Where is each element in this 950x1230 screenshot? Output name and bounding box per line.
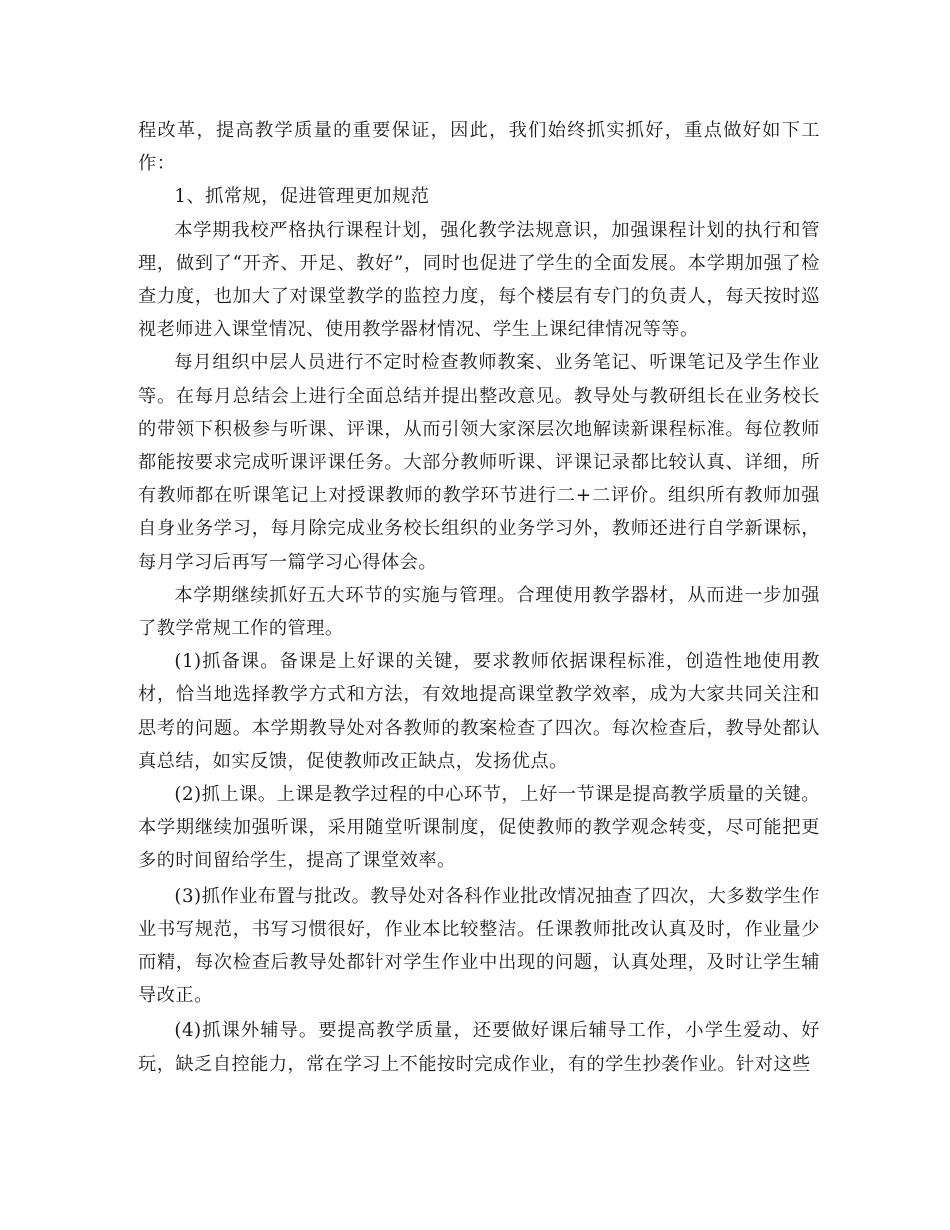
paragraph-homework-correction: (3)抓作业布置与批改。教导处对各科作业批改情况抽查了四次，大多数学生作业书写规范，书写习惯很好，作业本比较整洁。任课教师批改认真及时，作业量少而精，每次检查后教导处都针对学生作业中出现的问题，认真处理，及时让学生辅导改正。 xyxy=(138,885,820,1007)
paragraph-five-links: 本学期继续抓好五大环节的实施与管理。合理使用教学器材，从而进一步加强了教学常规工作的管理。 xyxy=(138,584,820,640)
paragraph-extracurricular-tutoring: (4)抓课外辅导。要提高教学质量，还要做好课后辅导工作，小学生爱动、好玩，缺乏自控能力，常在学习上不能按时完成作业，有的学生抄袭作业。针对这些 xyxy=(138,1020,820,1075)
paragraph-course-plan: 本学期我校严格执行课程计划，强化教学法规意识，加强课程计划的执行和管理，做到了“开齐、开足、教好”，同时也促进了学生的全面发展。本学期加强了检查力度，也加大了对课堂教学的监控力度，每个楼层有专门的负责人，每天按时巡视老师进入课堂情况、使用教学器材情况、学生上课纪律情况等等。 xyxy=(138,219,820,341)
paragraph-continued-intro: 程改革，提高教学质量的重要保证，因此，我们始终抓实抓好，重点做好如下工作： xyxy=(138,120,820,175)
section-heading-routine-management: 1、抓常规，促进管理更加规范 xyxy=(174,186,430,208)
paragraph-lesson-preparation: (1)抓备课。备课是上好课的关键，要求教师依据课程标准，创造性地使用教材，恰当地选择教学方式和方法，有效地提高课堂教学效率，成为大家共同关注和思考的问题。本学期教导处对各教师的教案检查了四次。每次检查后，教导处都认真总结，如实反馈，促使教师改正缺点，发扬优点。 xyxy=(138,651,820,772)
paragraph-monthly-inspection: 每月组织中层人员进行不定时检查教师教案、业务笔记、听课笔记及学生作业等。在每月总结会上进行全面总结并提出整改意见。教导处与教研组长在业务校长的带领下积极参与听课、评课，从而引领大家深层次地解读新课程标准。每位教师都能按要求完成听课评课任务。大部分教师听课、评课记录都比较认真、详细，所有教师都在听课笔记上对授课教师的教学环节进行二+二评价。组织所有教师加强自身业务学习，每月除完成业务校长组织的业务学习外，教师还进行自学新课标，每月学习后再写一篇学习心得体会。 xyxy=(138,352,820,573)
paragraph-teaching-class: (2)抓上课。上课是教学过程的中心环节，上好一节课是提高教学质量的关键。本学期继续加强听课，采用随堂听课制度，促使教师的教学观念转变，尽可能把更多的时间留给学生，提高了课堂效率。 xyxy=(138,784,820,872)
